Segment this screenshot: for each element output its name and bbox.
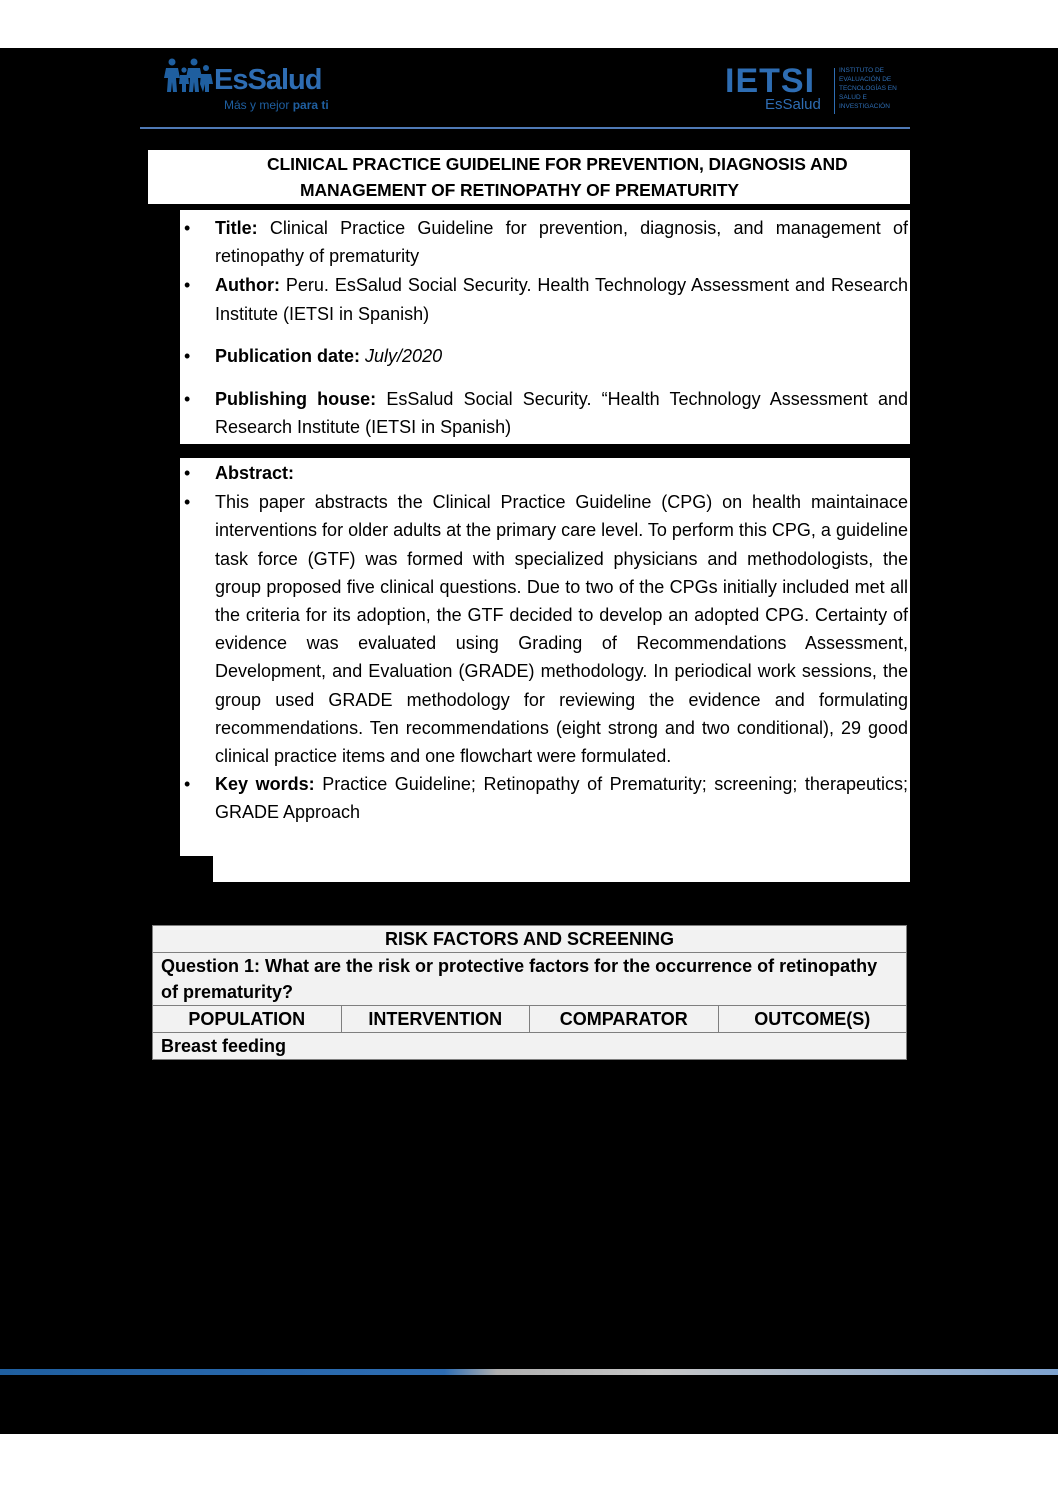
abstract-tail (213, 854, 910, 882)
document-title-line2: MANAGEMENT OF RETINOPATHY OF PREMATURITY (300, 180, 740, 200)
column-header-outcomes: OUTCOME(S) (718, 1006, 907, 1033)
side-line: EVALUACIÓN DE (839, 76, 892, 83)
tagline-prefix: Más y mejor (224, 98, 293, 112)
ietsi-logo (725, 62, 910, 118)
keywords-item (180, 770, 910, 826)
column-header-comparator: COMPARATOR (530, 1006, 719, 1033)
metadata-block (180, 210, 910, 444)
column-header-row (153, 1006, 907, 1033)
row-label: Breast feeding (153, 1033, 907, 1060)
side-line: INVESTIGACIÓN (839, 103, 890, 110)
item-text: Clinical Practice Guideline for prevention, diagnosis, and management of retinopathy of prematurity (215, 218, 908, 267)
risk-factors-table (152, 925, 907, 1060)
item-text: Peru. EsSalud Social Security. Health Technology Assessment and Research Institute (IETSI in Spanish) (215, 275, 908, 324)
abstract-block (180, 458, 910, 856)
abstract-text: This paper abstracts the Clinical Practice Guideline (CPG) on health maintainace interventions for older adults at the primary care level. To perform this CPG, a guideline task force (GTF) was formed with specialized physicians and methodologists, the group proposed five clinical questions. Due to two of the CPGs initially included met all the criteria for its adoption, the GTF decided to develop an adopted CPG. Certainty of evidence was evaluated using Grading of Recommendations Assessment, Development, and Evaluation (GRADE) methodology. In periodical work sessions, the group used GRADE methodology for reviewing the evidence and formulating recommendations. Ten recommendations (eight strong and two conditional), 29 good clinical practice items and one flowchart were formulated. (215, 492, 908, 767)
table-heading-row (153, 926, 907, 953)
logo-divider (834, 68, 835, 114)
tagline-emphasis: para ti (292, 98, 329, 112)
item-label: Author: (215, 275, 280, 296)
ietsi-wordmark: IETSI (725, 62, 816, 100)
abstract-body (180, 488, 910, 770)
metadata-item-author (180, 271, 910, 327)
footer-bar (0, 1369, 1058, 1375)
essalud-wordmark: EsSalud (214, 64, 322, 96)
essalud-tagline (224, 98, 329, 112)
table-heading: RISK FACTORS AND SCREENING (153, 926, 907, 953)
keywords-text: Practice Guideline; Retinopathy of Prematurity; screening; therapeutics; GRADE Approach (215, 774, 908, 823)
essalud-logo (162, 56, 337, 114)
side-line: INSTITUTO DE (839, 67, 885, 74)
column-header-population: POPULATION (153, 1006, 342, 1033)
item-label: Publishing house: (215, 389, 377, 410)
side-line: TECNOLOGÍAS EN (839, 85, 897, 92)
abstract-label: Abstract: (215, 463, 295, 483)
ietsi-sub: EsSalud (765, 96, 821, 113)
metadata-item-publishing-house (180, 385, 910, 441)
side-line: SALUD E (839, 94, 867, 101)
metadata-item-publication-date (180, 342, 910, 370)
item-label: Publication date: (215, 345, 361, 366)
question-row (153, 953, 907, 1006)
item-label: Title: (215, 218, 258, 238)
metadata-item-title (180, 214, 910, 270)
table-row (153, 1033, 907, 1060)
ietsi-side-text (839, 66, 897, 111)
item-text: July/2020 (365, 345, 443, 366)
document-title-line1: CLINICAL PRACTICE GUIDELINE FOR PREVENTION, DIAGNOSIS AND (267, 154, 848, 174)
item-text: EsSalud Social Security. “Health Technology Assessment and Research Institute (IETSI in Spanish) (215, 389, 908, 438)
keywords-label: Key words: (215, 774, 315, 795)
header-divider (140, 127, 910, 129)
title-block (148, 150, 910, 204)
abstract-label-item (180, 459, 910, 487)
column-header-intervention: INTERVENTION (341, 1006, 530, 1033)
question-cell: Question 1: What are the risk or protective factors for the occurrence of retinopathy of prematurity? (153, 953, 907, 1006)
